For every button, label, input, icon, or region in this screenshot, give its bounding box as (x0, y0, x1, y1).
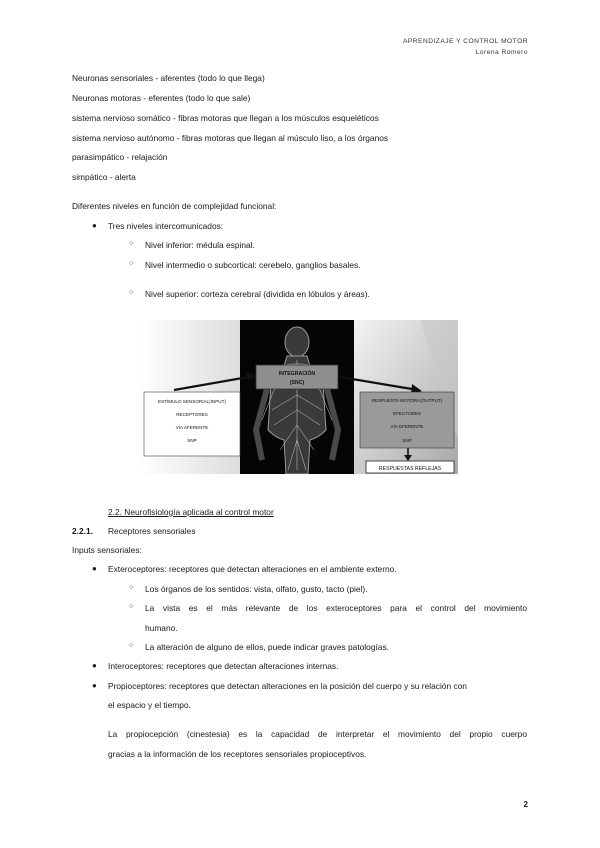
header-title: APRENDIZAJE Y CONTROL MOTOR (402, 38, 528, 45)
section-title: 2.2. Neurofisiología aplicada al control motor (108, 507, 274, 517)
level-superior: Nivel superior: corteza cerebral (dividida en lóbulos y áreas). (145, 289, 370, 299)
extero-item-3: La alteración de alguno de ellos, puede indicar graves patologías. (145, 642, 389, 652)
subsection-title: Receptores sensoriales (108, 526, 196, 536)
propiocepcion-para-2: gracias a la información de los receptores sensoriales propioceptivos. (108, 749, 367, 759)
page-number: 2 (523, 800, 528, 809)
circle-bullet-icon: ○ (129, 260, 134, 267)
input-line-3: VÍA AFERENTE (175, 425, 209, 430)
bullet-icon: ● (92, 564, 97, 573)
circle-bullet-icon: ○ (129, 603, 134, 610)
propiocepcion-para-1: La propiocepción (cinestesia) es la capacidad de interpretar el movimiento del propio cuerpo (108, 729, 527, 739)
intro-line-6: simpático - alerta (72, 172, 136, 182)
header-author: Lorena Romero (475, 49, 528, 56)
propioceptores-line-1: Propioceptores: receptores que detectan alteraciones en la posición del cuerpo y su relación con (108, 681, 467, 691)
circle-bullet-icon: ○ (129, 584, 134, 591)
circle-bullet-icon: ○ (129, 289, 134, 296)
intro-line-4: sistema nervioso autónomo - fibras motoras que llegan al músculo liso, a los órganos (72, 133, 389, 143)
intro-line-2: Neuronas motoras - eferentes (todo lo que sale) (72, 93, 251, 103)
intro-line-3: sistema nervioso somático - fibras motoras que llegan a los músculos esqueléticos (72, 113, 379, 123)
extero-item-1: Los órganos de los sentidos: vista, olfato, gusto, tacto (piel). (145, 584, 368, 594)
exteroceptores-text: Exteroceptores: receptores que detectan alteraciones en el ambiente externo. (108, 564, 397, 574)
level-intermedio: Nivel intermedio o subcortical: cerebelo, ganglios basales. (145, 260, 361, 270)
output-line-3: VÍA EFERENTE (390, 424, 424, 429)
reflex-label: RESPUESTAS REFLEJAS (378, 466, 442, 472)
subsection-number: 2.2.1. (72, 526, 93, 536)
bullet-icon: ● (92, 221, 97, 230)
propioceptores-line-2: el espacio y el tiempo. (108, 700, 191, 710)
diagram-svg (140, 320, 458, 474)
interoceptores-text: Interoceptores: receptores que detectan alteraciones internas. (108, 661, 339, 671)
nervous-system-diagram (140, 320, 458, 474)
extero-item-2-cont: humano. (145, 623, 178, 633)
circle-bullet-icon: ○ (129, 642, 134, 649)
levels-bullet: Tres niveles intercomunicados: (108, 221, 224, 231)
output-line-1: RESPUESTA MOTORA(OUTPUT) (371, 398, 443, 403)
intro-line-1: Neuronas sensoriales - aferentes (todo lo que llega) (72, 73, 265, 83)
inputs-label: Inputs sensoriales: (72, 545, 142, 555)
level-inferior: Nivel inferior: médula espinal. (145, 240, 255, 250)
integration-sub: (SNC) (289, 380, 305, 386)
bullet-icon: ● (92, 661, 97, 670)
extero-item-2: La vista es el más relevante de los exteroceptores para el control del movimiento (145, 603, 527, 613)
output-line-4: SNP (402, 438, 412, 443)
bullet-icon: ● (92, 681, 97, 690)
input-line-2: RECEPTORES (176, 412, 208, 417)
intro-line-5: parasimpático - relajación (72, 152, 168, 162)
input-line-1: ESTÍMULO SENSORIAL(INPUT) (158, 399, 226, 404)
levels-heading: Diferentes niveles en función de complejidad funcional: (72, 201, 277, 211)
output-line-2: EFECTORES (393, 411, 421, 416)
input-line-4: SNP (187, 438, 197, 443)
circle-bullet-icon: ○ (129, 240, 134, 247)
integration-title: INTEGRACIÓN (278, 371, 316, 377)
